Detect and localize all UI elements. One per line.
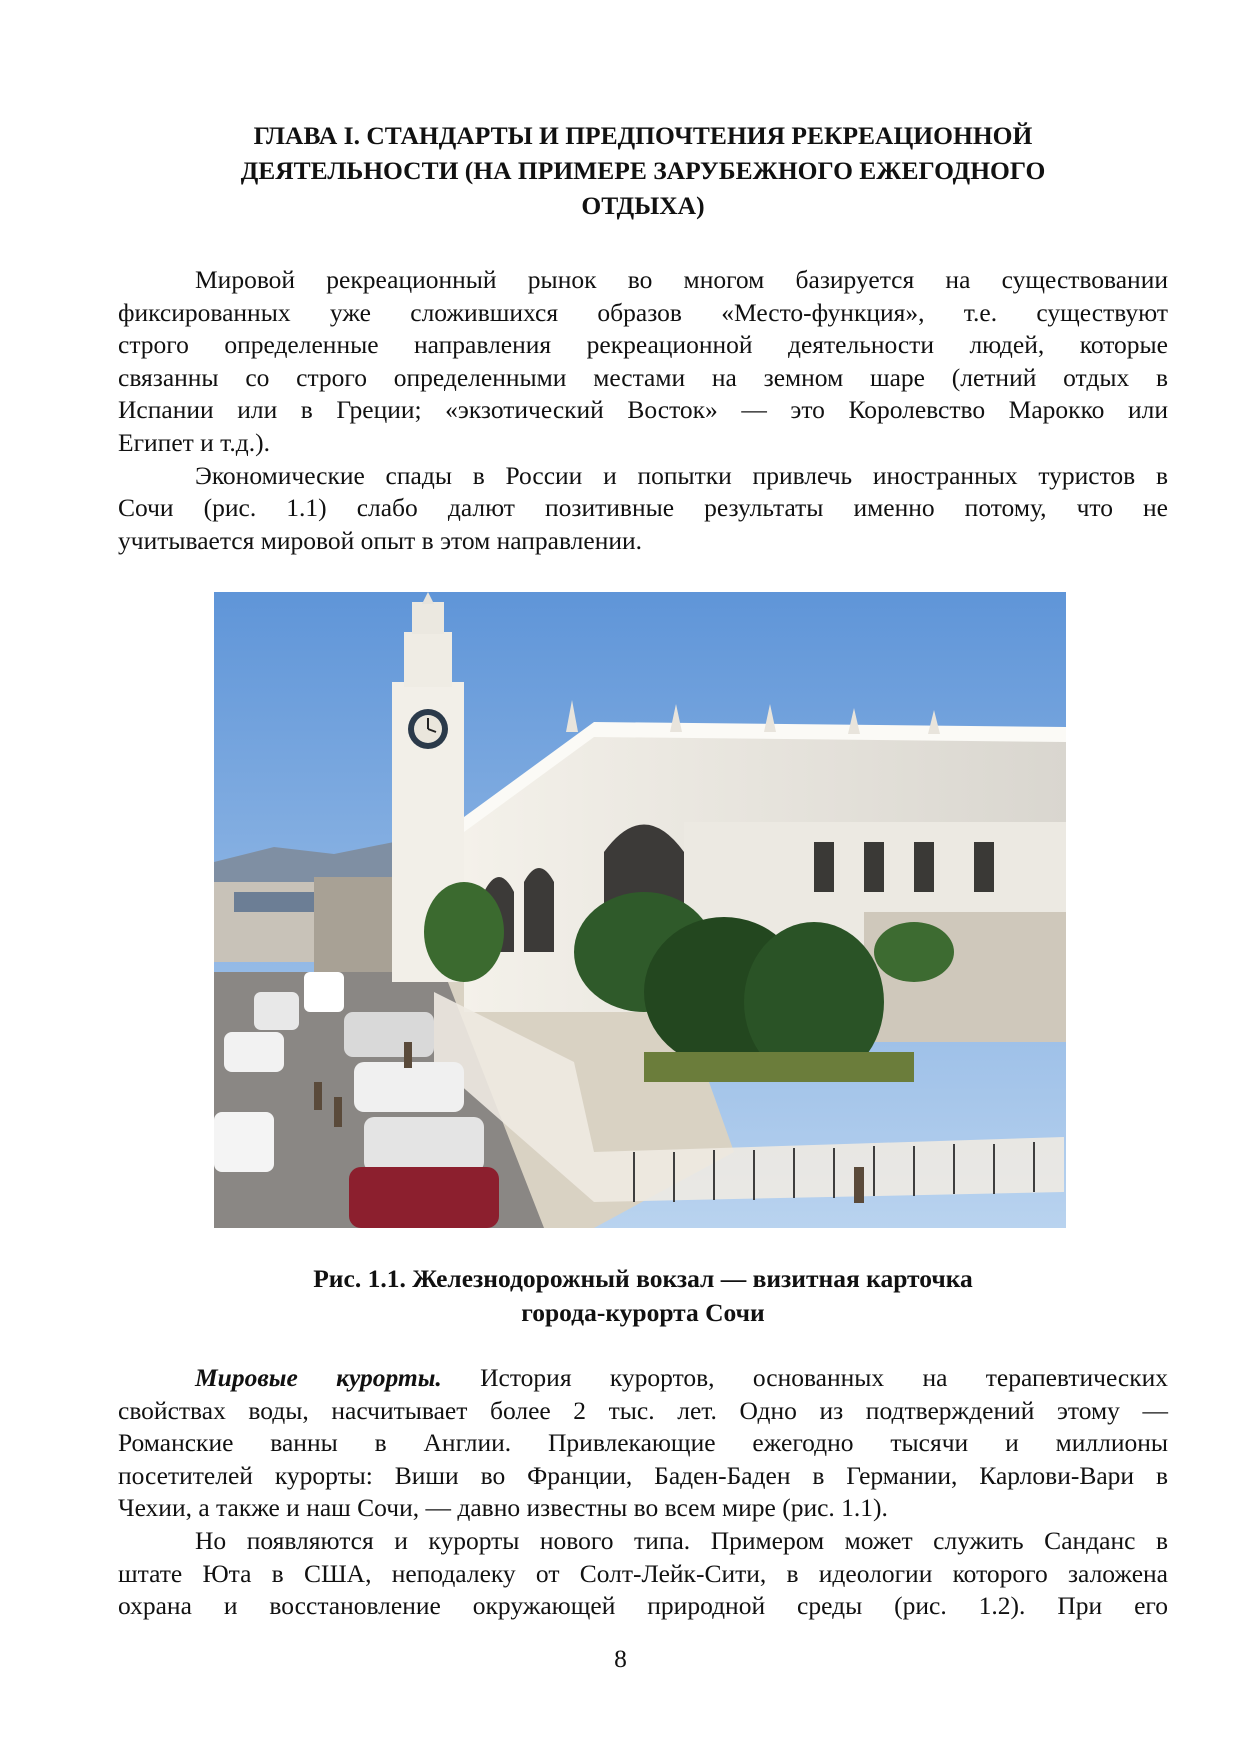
paragraph bbox=[118, 460, 1168, 558]
text-line: Мировой рекреационный рынок во многом базируется на существовании bbox=[195, 265, 1168, 294]
text-line: Сочи (рис. 1.1) слабо далют позитивные результаты именно потому, что не bbox=[118, 493, 1168, 523]
text-line: посетителей курорты: Виши во Франции, Баден-Баден в Германии, Карлови-Вари в bbox=[118, 1460, 1168, 1490]
intro-text bbox=[118, 264, 1168, 557]
text-fragment: История курортов, основанных на терапевтических bbox=[480, 1363, 1169, 1392]
caption-line: Рис. 1.1. Железнодорожный вокзал — визитная карточка bbox=[313, 1264, 973, 1293]
chapter-title-line: ДЕЯТЕЛЬНОСТИ (НА ПРИМЕРЕ ЗАРУБЕЖНОГО ЕЖЕГОДНОГО bbox=[240, 156, 1046, 185]
paragraph bbox=[118, 1525, 1168, 1623]
text-line: Египет и т.д.). bbox=[118, 427, 271, 457]
text-line: свойствах воды, насчитывает более 2 тыс. лет. Одно из подтверждений этому — bbox=[118, 1395, 1168, 1425]
resorts-text bbox=[118, 1362, 1168, 1623]
text-line: охрана и восстановление окружающей природной среды (рис. 1.2). При его bbox=[118, 1591, 1168, 1621]
text-line: учитывается мировой опыт в этом направлении. bbox=[118, 525, 643, 555]
chapter-title-line: ГЛАВА I. СТАНДАРТЫ И ПРЕДПОЧТЕНИЯ РЕКРЕАЦИОННОЙ bbox=[253, 121, 1033, 150]
chapter-title bbox=[118, 118, 1168, 223]
figure-caption bbox=[118, 1262, 1168, 1330]
railway-station-photo bbox=[214, 592, 1066, 1228]
page-number: 8 bbox=[614, 1644, 627, 1673]
text-line: Экономические спады в России и попытки привлечь иностранных туристов в bbox=[195, 460, 1168, 490]
text-line: Но появляются и курорты нового типа. Примером может служить Санданс в bbox=[195, 1525, 1168, 1555]
text-line: Романские ванны в Англии. Привлекающие ежегодно тысячи и миллионы bbox=[118, 1428, 1168, 1458]
chapter-title-line: ОТДЫХА) bbox=[581, 191, 705, 220]
text-line: Испании или в Греции; «экзотический Восток» — это Королевство Марокко или bbox=[118, 395, 1168, 425]
text-line: строго определенные направления рекреационной деятельности людей, которые bbox=[118, 330, 1168, 360]
text-line: Чехии, а также и наш Сочи, — давно известны во всем мире (рис. 1.1). bbox=[118, 1493, 888, 1523]
text-line: связанны со строго определенными местами на земном шаре (летний отдых в bbox=[118, 362, 1168, 392]
paragraph bbox=[118, 1362, 1168, 1525]
text-line bbox=[118, 1362, 1168, 1395]
caption-line: города-курорта Сочи bbox=[521, 1298, 765, 1327]
text-line: фиксированных уже сложившихся образов «Место-функция», т.е. существуют bbox=[118, 297, 1168, 327]
text-line: штате Юта в США, неподалеку от Солт-Лейк-Сити, в идеологии которого заложена bbox=[118, 1558, 1168, 1588]
lead-term: Мировые курорты. bbox=[195, 1363, 442, 1392]
paragraph bbox=[118, 264, 1168, 460]
